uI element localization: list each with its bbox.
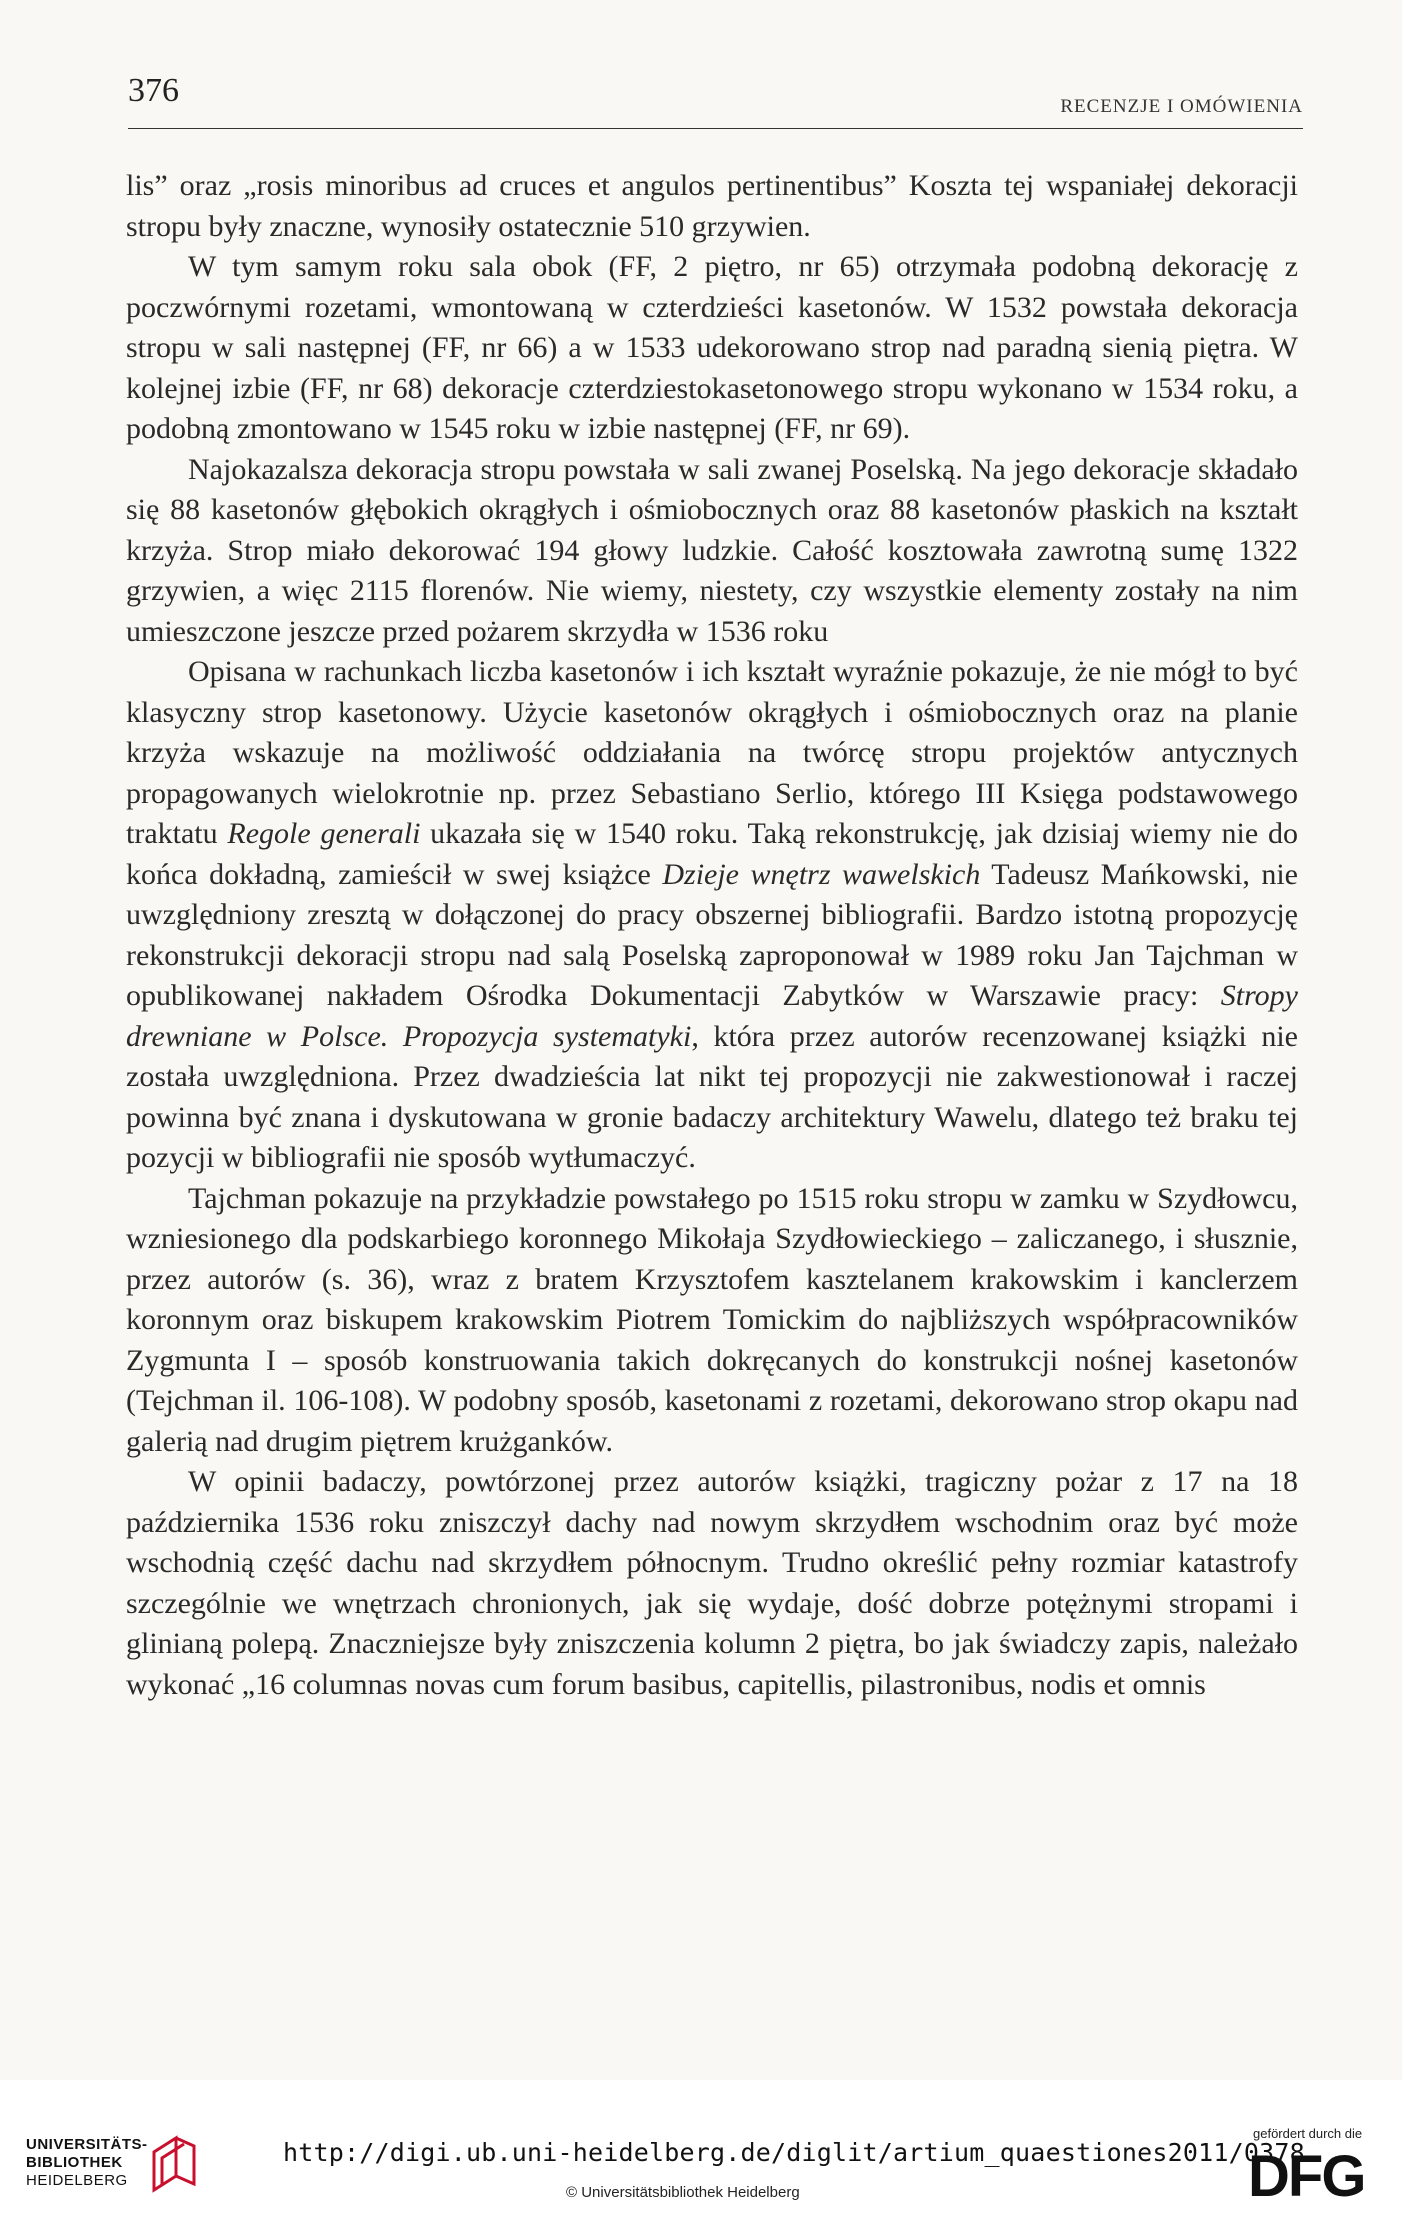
page-number: 376 [128, 72, 179, 109]
paragraph-3 [126, 450, 1298, 653]
paragraph-6 [126, 1462, 1298, 1705]
body-text [126, 166, 1298, 1705]
italic-title: Stropy drewniane w Polsce. Propozycja systematyki [126, 979, 1298, 1053]
text-run: Tadeusz Mańkowski, nie uwzględniony zresztą w dołączonej do pracy obszernej bibliografii. Bardzo istotną propozycję rekonstrukcji dekoracji stropu nad salą Poselską zaproponował w 1989 roku Jan Tajchman w opublikowanej nakładem Ośrodka Dokumentacji Zabytków w Warszawie pracy: [126, 857, 1298, 1012]
university-library-name [26, 2136, 148, 2190]
page-header [128, 68, 1303, 129]
text-run: ukazała się w 1540 roku. Taką rekonstrukcję, jak dzisiaj wiemy nie do końca dokładną, zamieścił w swej książce [126, 817, 1298, 891]
italic-title: Regole generali [227, 817, 421, 850]
permalink-url[interactable]: http://digi.ub.uni-heidelberg.de/diglit/artium_quaestiones2011/0378 [283, 2138, 1305, 2167]
text-run: Najokazalsza dekoracja stropu powstała w sali zwanej Poselską. Na jego dekoracje składało się 88 kasetonów głębokich okrągłych i ośmiobocznych oraz 88 kasetonów płaskich na kształt krzyża. Strop miało dekorować 194 głowy ludzkie. Całość kosztowała zawrotną sumę 1322 grzywien, a więc 2115 florenów. Nie wiemy, niestety, czy wszystkie elementy zostały na nim umieszczone jeszcze przed pożarem skrzydła w 1536 roku [126, 452, 1298, 648]
paragraph-1 [126, 166, 1298, 247]
running-head: RECENZJE I OMÓWIENIA [1060, 96, 1303, 117]
university-library-logo[interactable] [26, 2136, 196, 2200]
library-emblem-icon [146, 2132, 202, 2196]
text-run: , która przez autorów recenzowanej książki nie została uwzględniona. Przez dwadzieścia lat nikt tej propozycji nie zakwestionował i raczej powinna być znana i dyskutowana w gronie badaczy architektury Wawelu, dlatego też braku tej pozycji w bibliografii nie sposób wytłumaczyć. [126, 1019, 1298, 1174]
text-run: W tym samym roku sala obok (FF, 2 piętro, nr 65) otrzymała podobną dekorację z poczwórnymi rozetami, wmontowaną w czterdzieści kasetonów. W 1532 powstała dekoracja stropu w sali następnej (FF, nr 66) a w 1533 udekorowano strop nad paradną sienią piętra. W kolejnej izbie (FF, nr 68) dekoracje czterdziestokasetonowego stropu wykonano w 1534 roku, a podobną zmontowano w 1545 roku w izbie następnej (FF, nr 69). [126, 250, 1298, 445]
text-run: Opisana w rachunkach liczba kasetonów i ich kształt wyraźnie pokazuje, że nie mógł to być klasyczny strop kasetonowy. Użycie kasetonów okrągłych i ośmiobocznych oraz na planie krzyża wskazuje na możliwość oddziałania na twórcę stropu projektów antycznych propagowanych wielokrotnie np. przez Sebastiano Serlio, którego III Księga podstawowego traktatu [126, 655, 1298, 850]
text-run: lis” oraz „rosis minoribus ad cruces et angulos pertinentibus” Koszta tej wspaniałej dekoracji stropu były znaczne, wynosiły ostatecznie 510 grzywien. [126, 169, 1298, 243]
dfg-logo-text: DFG [1248, 2144, 1365, 2202]
paragraph-4 [126, 652, 1298, 1179]
digitization-footer [0, 2080, 1402, 2219]
italic-title: Dzieje wnętrz wawelskich [662, 857, 981, 891]
copyright-notice: © Universitätsbibliothek Heidelberg [566, 2184, 800, 2201]
university-name-line-3: HEIDELBERG [26, 2172, 128, 2189]
paragraph-2 [126, 247, 1298, 450]
text-run: Tajchman pokazuje na przykładzie powstałego po 1515 roku stropu w zamku w Szydłowcu, wzniesionego dla podskarbiego koronnego Mikołaja Szydłowieckiego – zaliczanego, i słusznie, przez autorów (s. 36), wraz z bratem Krzysztofem kasztelanem krakowskim i kanclerzem koronnym oraz biskupem krakowskim Piotrem Tomickim do najbliższych współpracowników Zygmunta I – sposób konstruowania takich dokręcanych do konstrukcji nośnej kasetonów (Tejchman il. 106-108). W podobny sposób, kasetonami z rozetami, dekorowano strop okapu nad galerią nad drugim piętrem krużganków. [126, 1181, 1298, 1458]
university-name-line-1: UNIVERSITÄTS- [26, 2136, 148, 2153]
text-run: W opinii badaczy, powtórzonej przez autorów książki, tragiczny pożar z 17 na 18 października 1536 roku zniszczył dachy nad nowym skrzydłem wschodnim oraz być może wschodnią część dachu nad skrzydłem północnym. Trudno określić pełny rozmiar katastrofy szczególnie we wnętrzach chronionych, jak się wydaje, dość dobrze potężnymi stropami i glinianą polepą. Znaczniejsze były zniszczenia kolumn 2 piętra, bo jak świadczy zapis, należało wykonać „16 columnas novas cum forum basibus, capitellis, pilastronibus, nodis et omnis [126, 1465, 1298, 1701]
dfg-logo[interactable] [1248, 2144, 1384, 2202]
university-name-line-2: BIBLIOTHEK [26, 2154, 123, 2171]
paragraph-5 [126, 1179, 1298, 1463]
funding-caption: gefördert durch die [1253, 2126, 1363, 2141]
